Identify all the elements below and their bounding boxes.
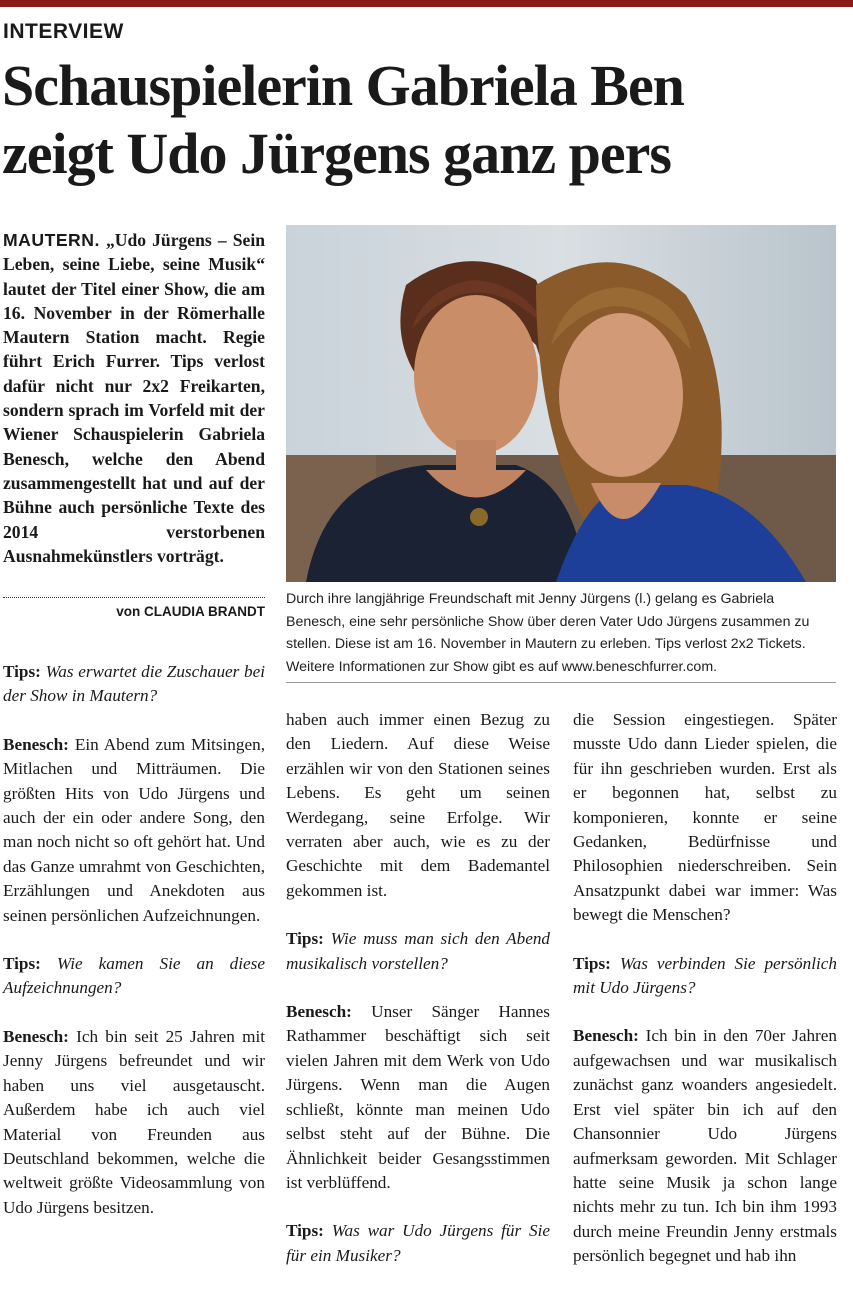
- answer: [286, 1000, 550, 1195]
- column-2: [286, 708, 550, 1292]
- question: [3, 660, 265, 709]
- intro-paragraph: [3, 228, 265, 568]
- speaker-label: Tips:: [286, 929, 324, 949]
- answer-text: Ein Abend zum Mitsingen, Mitlachen und Mitträumen. Die größten Hits von Udo Jürgens und auch der ein oder andere Song, den man noch nicht so oft gehört hat. Und das Ganze umrahmt von Geschichten, Erzählungen und Anekdoten aus seinen persönlichen Aufzeichnungen.: [3, 734, 266, 925]
- answer: [3, 733, 265, 928]
- headline-line-2: zeigt Udo Jürgens ganz pers: [2, 121, 671, 186]
- headline: [2, 52, 853, 188]
- speaker-label: Tips:: [286, 1221, 324, 1241]
- speaker-label: Tips:: [3, 954, 41, 974]
- question-text: Was war Udo Jürgens für Sie für ein Musiker?: [286, 1221, 551, 1265]
- speaker-label: Tips:: [3, 662, 41, 681]
- section-kicker: INTERVIEW: [3, 20, 124, 43]
- speaker-label: Benesch:: [573, 1026, 639, 1046]
- question: [3, 952, 265, 1001]
- speaker-label: Benesch:: [3, 1026, 69, 1046]
- speaker-label: Tips:: [573, 953, 611, 973]
- continued-text: die Session eingestiegen. Später musste Udo dann Lieder spielen, die für ihn geschrieben wurden. Erst als er begonnen hat, selbst zu komponieren, konnte er seine Gedanken, Bedürfnisse und Philosophien niederschreiben. Sein Ansatzpunkt dabei war immer: Was bewegt die Menschen?: [573, 710, 837, 925]
- intro-text: „Udo Jürgens – Sein Leben, seine Liebe, seine Musik“ lautet der Titel einer Show, die am 16. November in der Römerhalle Mautern Station macht. Regie führt Erich Furrer. Tips verlost dafür nicht nur 2x2 Freikarten, sondern sprach im Vorfeld mit der Wiener Schauspielerin Gabriela Benesch, welche den Abend zusammengestellt hat und auf der Bühne auch persönliche Texte des 2014 verstorbenen Ausnahmekünstlers vorträgt.: [3, 230, 265, 566]
- photo-caption: Durch ihre langjährige Freundschaft mit Jenny Jürgens (l.) gelang es Gabriela Benesch, eine sehr persönliche Show über deren Vater Udo Jürgens zusammen zu stellen. Diese ist am 16. November in Mautern zu erleben. Tips verlost 2x2 Tickets. Weitere Informationen zur Show gibt es auf www.beneschfurrer.com.: [286, 588, 836, 683]
- top-accent-bar: [0, 0, 853, 7]
- question-text: Was erwartet die Zuschauer bei der Show in Mautern?: [3, 662, 266, 706]
- answer: [573, 1024, 837, 1268]
- answer-text: Ich bin in den 70er Jahren aufgewachsen und war musikalisch zunächst ganz woanders angesiedelt. Erst viel später bin ich auf den Chansonnier Udo Jürgens aufmerksam geworden. Mit Schlager hatte seine Musik ja schon lange nichts mehr zu tun. Ich bin ihm 1993 durch meine Freundin Jenny erstmals persönlich begegnet und hab ihn: [573, 1026, 838, 1266]
- speaker-label: Benesch:: [286, 1002, 352, 1022]
- dateline: MAUTERN.: [3, 230, 100, 250]
- column-3: [573, 708, 837, 1293]
- byline: von CLAUDIA BRANDT: [116, 604, 265, 619]
- question-text: Wie kamen Sie an diese Aufzeichnungen?: [3, 954, 265, 998]
- speaker-label: Benesch:: [3, 734, 69, 754]
- headline-line-1: Schauspielerin Gabriela Ben: [2, 53, 684, 118]
- continued-text: haben auch immer einen Bezug zu den Liedern. Auf diese Weise erzählen wir von den Stationen seines Lebens. Es geht um seinen Werdegang, seine Erfolge. Wir verraten aber auch, wie es zu der Geschichte mit dem Bademantel gekommen ist.: [286, 710, 550, 900]
- answer-text: Unser Sänger Hannes Rathammer beschäftigt sich seit vielen Jahren mit dem Werk von Udo Jürgens. Wenn man die Augen schließt, könnte man meinen Udo selbst steht auf der Bühne. Die Ähnlichkeit beider Gesangsstimmen ist verblüffend.: [286, 1002, 550, 1192]
- question: [286, 1219, 550, 1268]
- question: [286, 927, 550, 976]
- answer: [3, 1025, 265, 1220]
- answer-text: Ich bin seit 25 Jahren mit Jenny Jürgens befreundet und wir haben uns viel ausgetauscht. Außerdem habe ich auch viel Material von Freunden aus Deutschland bekommen, welche die weltweit größte Videosammlung von Udo Jürgens besitzen.: [3, 1026, 265, 1217]
- question-text: Wie muss man sich den Abend musikalisch vorstellen?: [286, 929, 551, 973]
- question-text: Was verbinden Sie persönlich mit Udo Jürgens?: [573, 953, 837, 998]
- divider: [3, 597, 265, 598]
- article-photo: [286, 225, 836, 582]
- question: [573, 952, 837, 1001]
- column-1: [3, 660, 265, 1244]
